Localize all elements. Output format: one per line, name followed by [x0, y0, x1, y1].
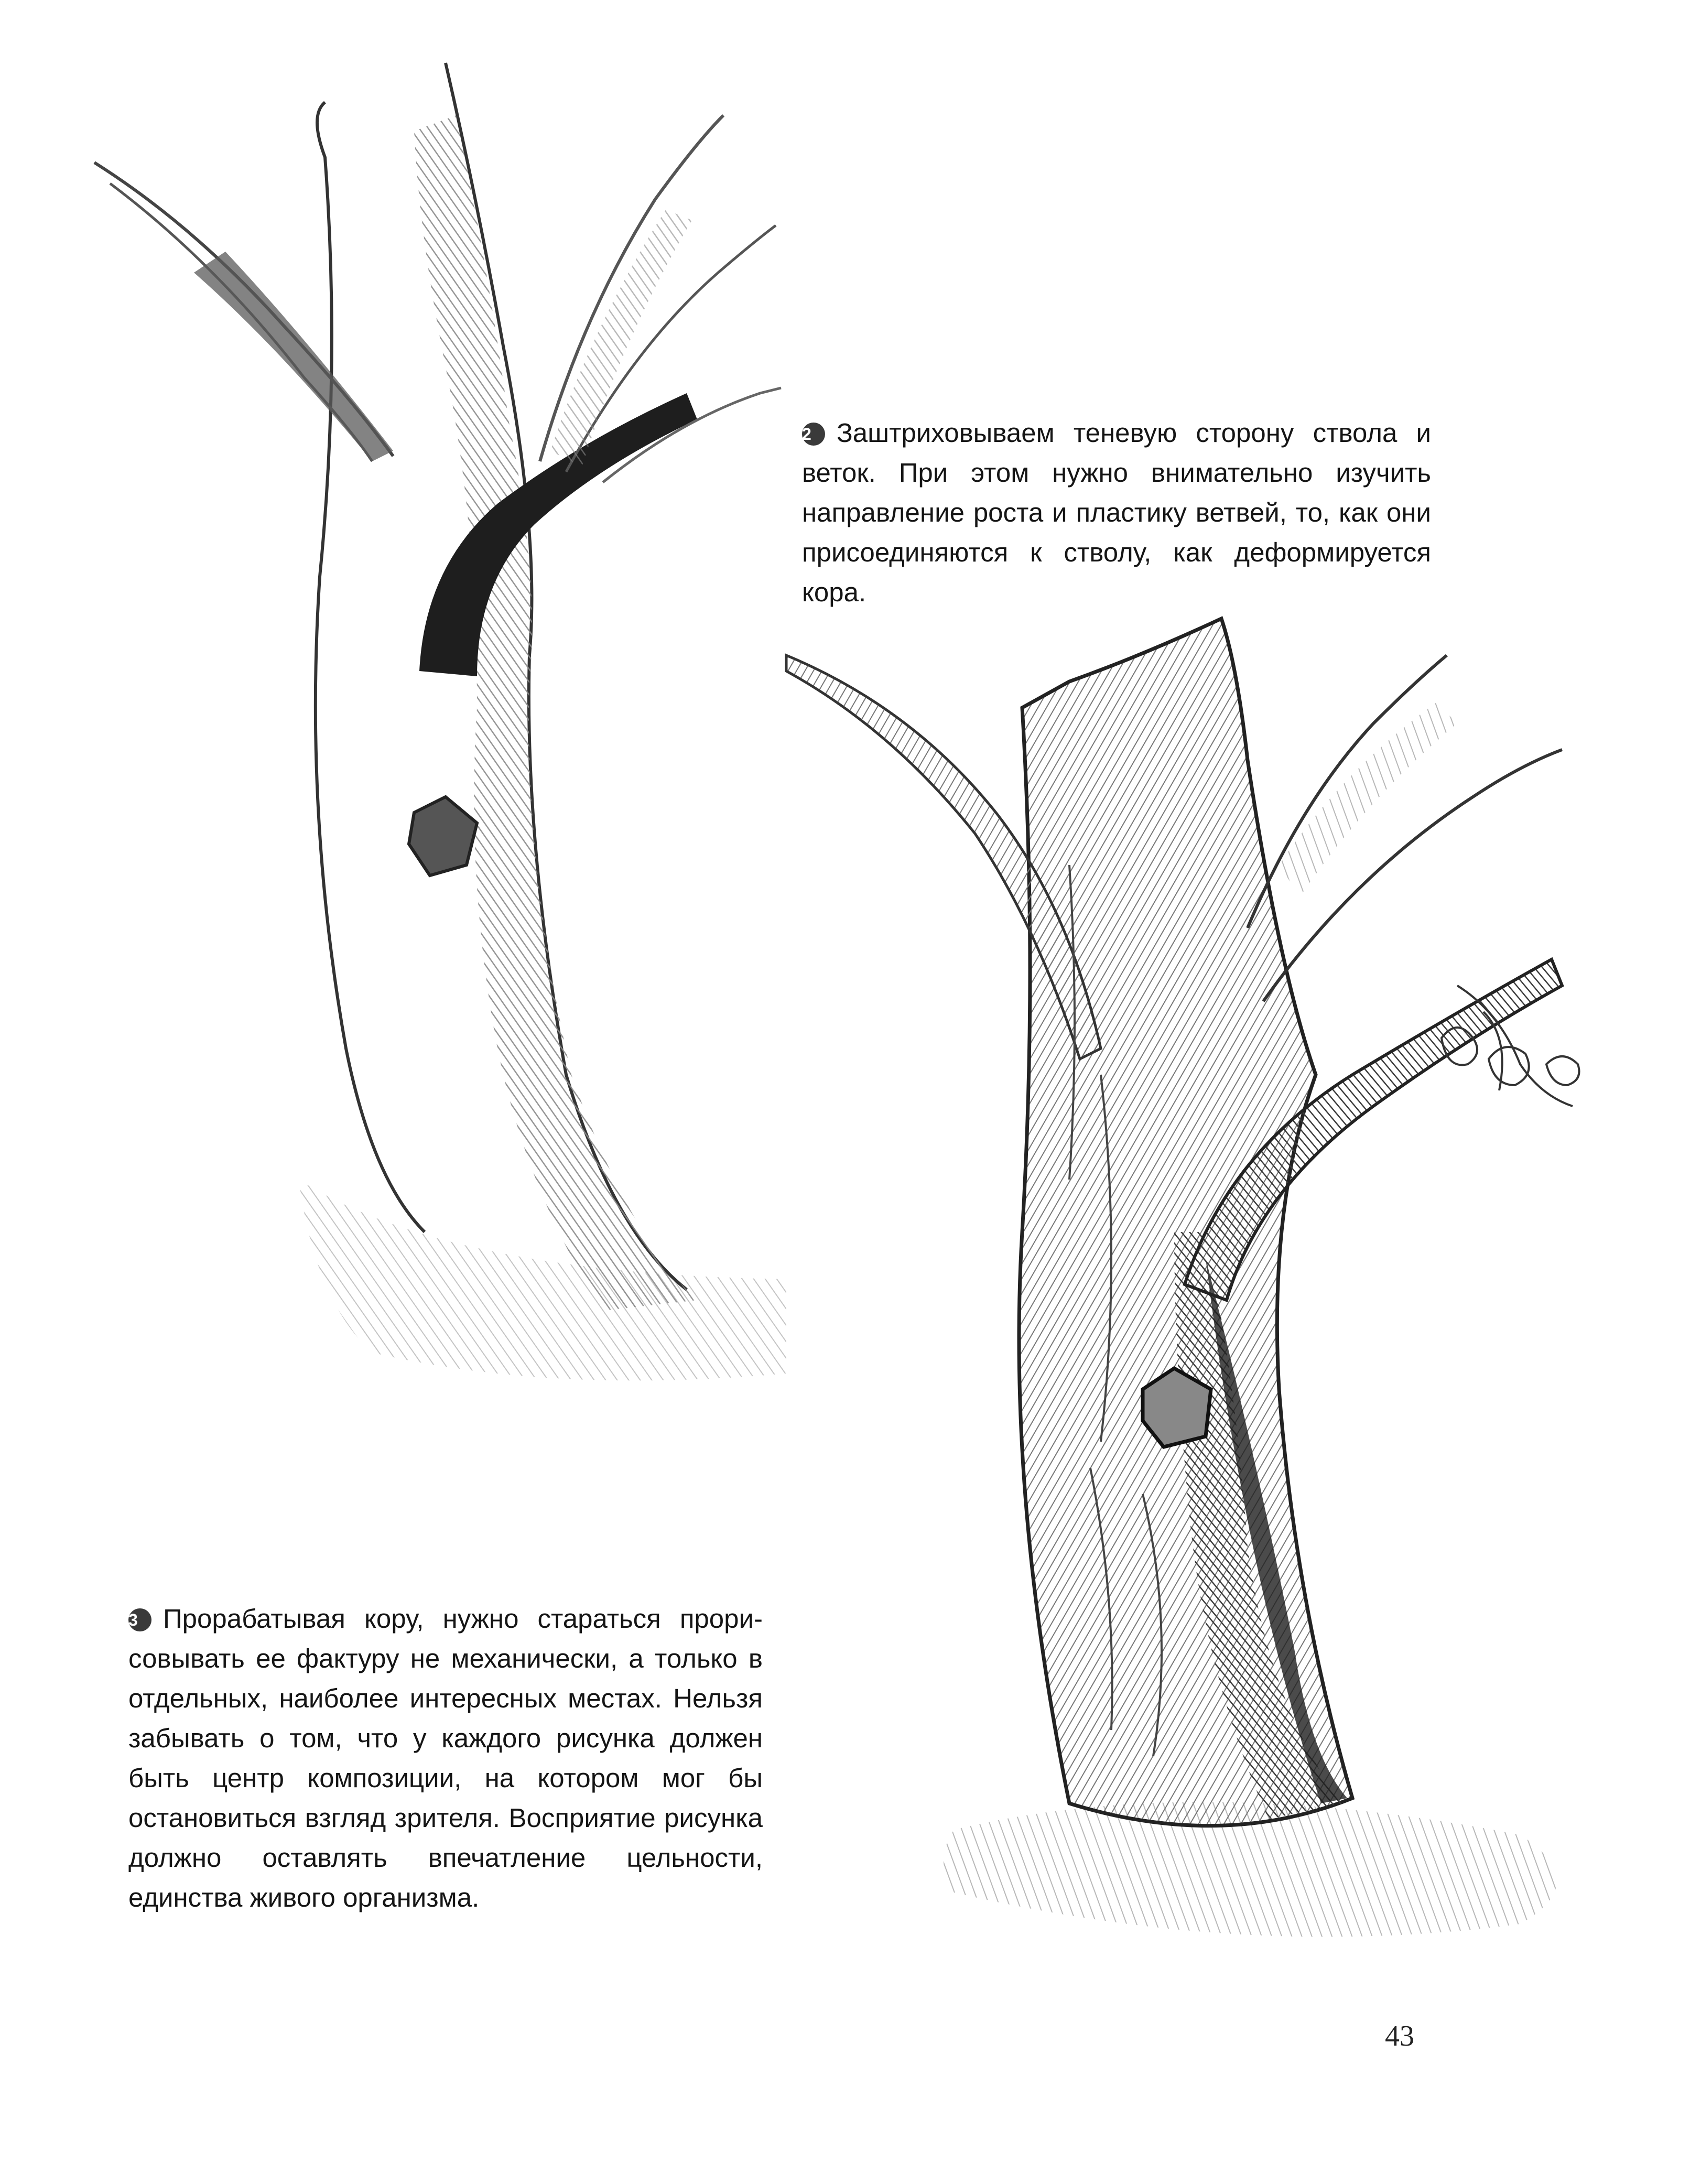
tree-sketch-shaded-illustration	[79, 52, 786, 1394]
caption-text: Прорабатывая кору, нужно стараться прорисовывать ее фактуру не механически, а только в отдельных, наиболее интересных местах. Нельзя забывать о том, что у каждого рисунка должен быть центр композиции, на котором мог бы остановиться взгляд зрителя. Восприятие рисунка должно оставлять впечатление цельности, единства живого организма.	[128, 1604, 763, 1912]
caption-text: Заштриховываем теневую сторону ствола и веток. При этом нужно внимательно изучить направление роста и пластику ветвей, то, как они присоединяются к стволу, как деформируется кора.	[802, 418, 1431, 607]
step-number-badge: 3	[128, 1608, 151, 1631]
caption-step-2	[802, 413, 1431, 612]
caption-step-3	[128, 1599, 763, 1918]
page-number: 43	[1385, 2020, 1414, 2052]
tree-sketch-detailed-illustration	[776, 603, 1625, 1966]
step-number-badge: 2	[802, 423, 825, 446]
